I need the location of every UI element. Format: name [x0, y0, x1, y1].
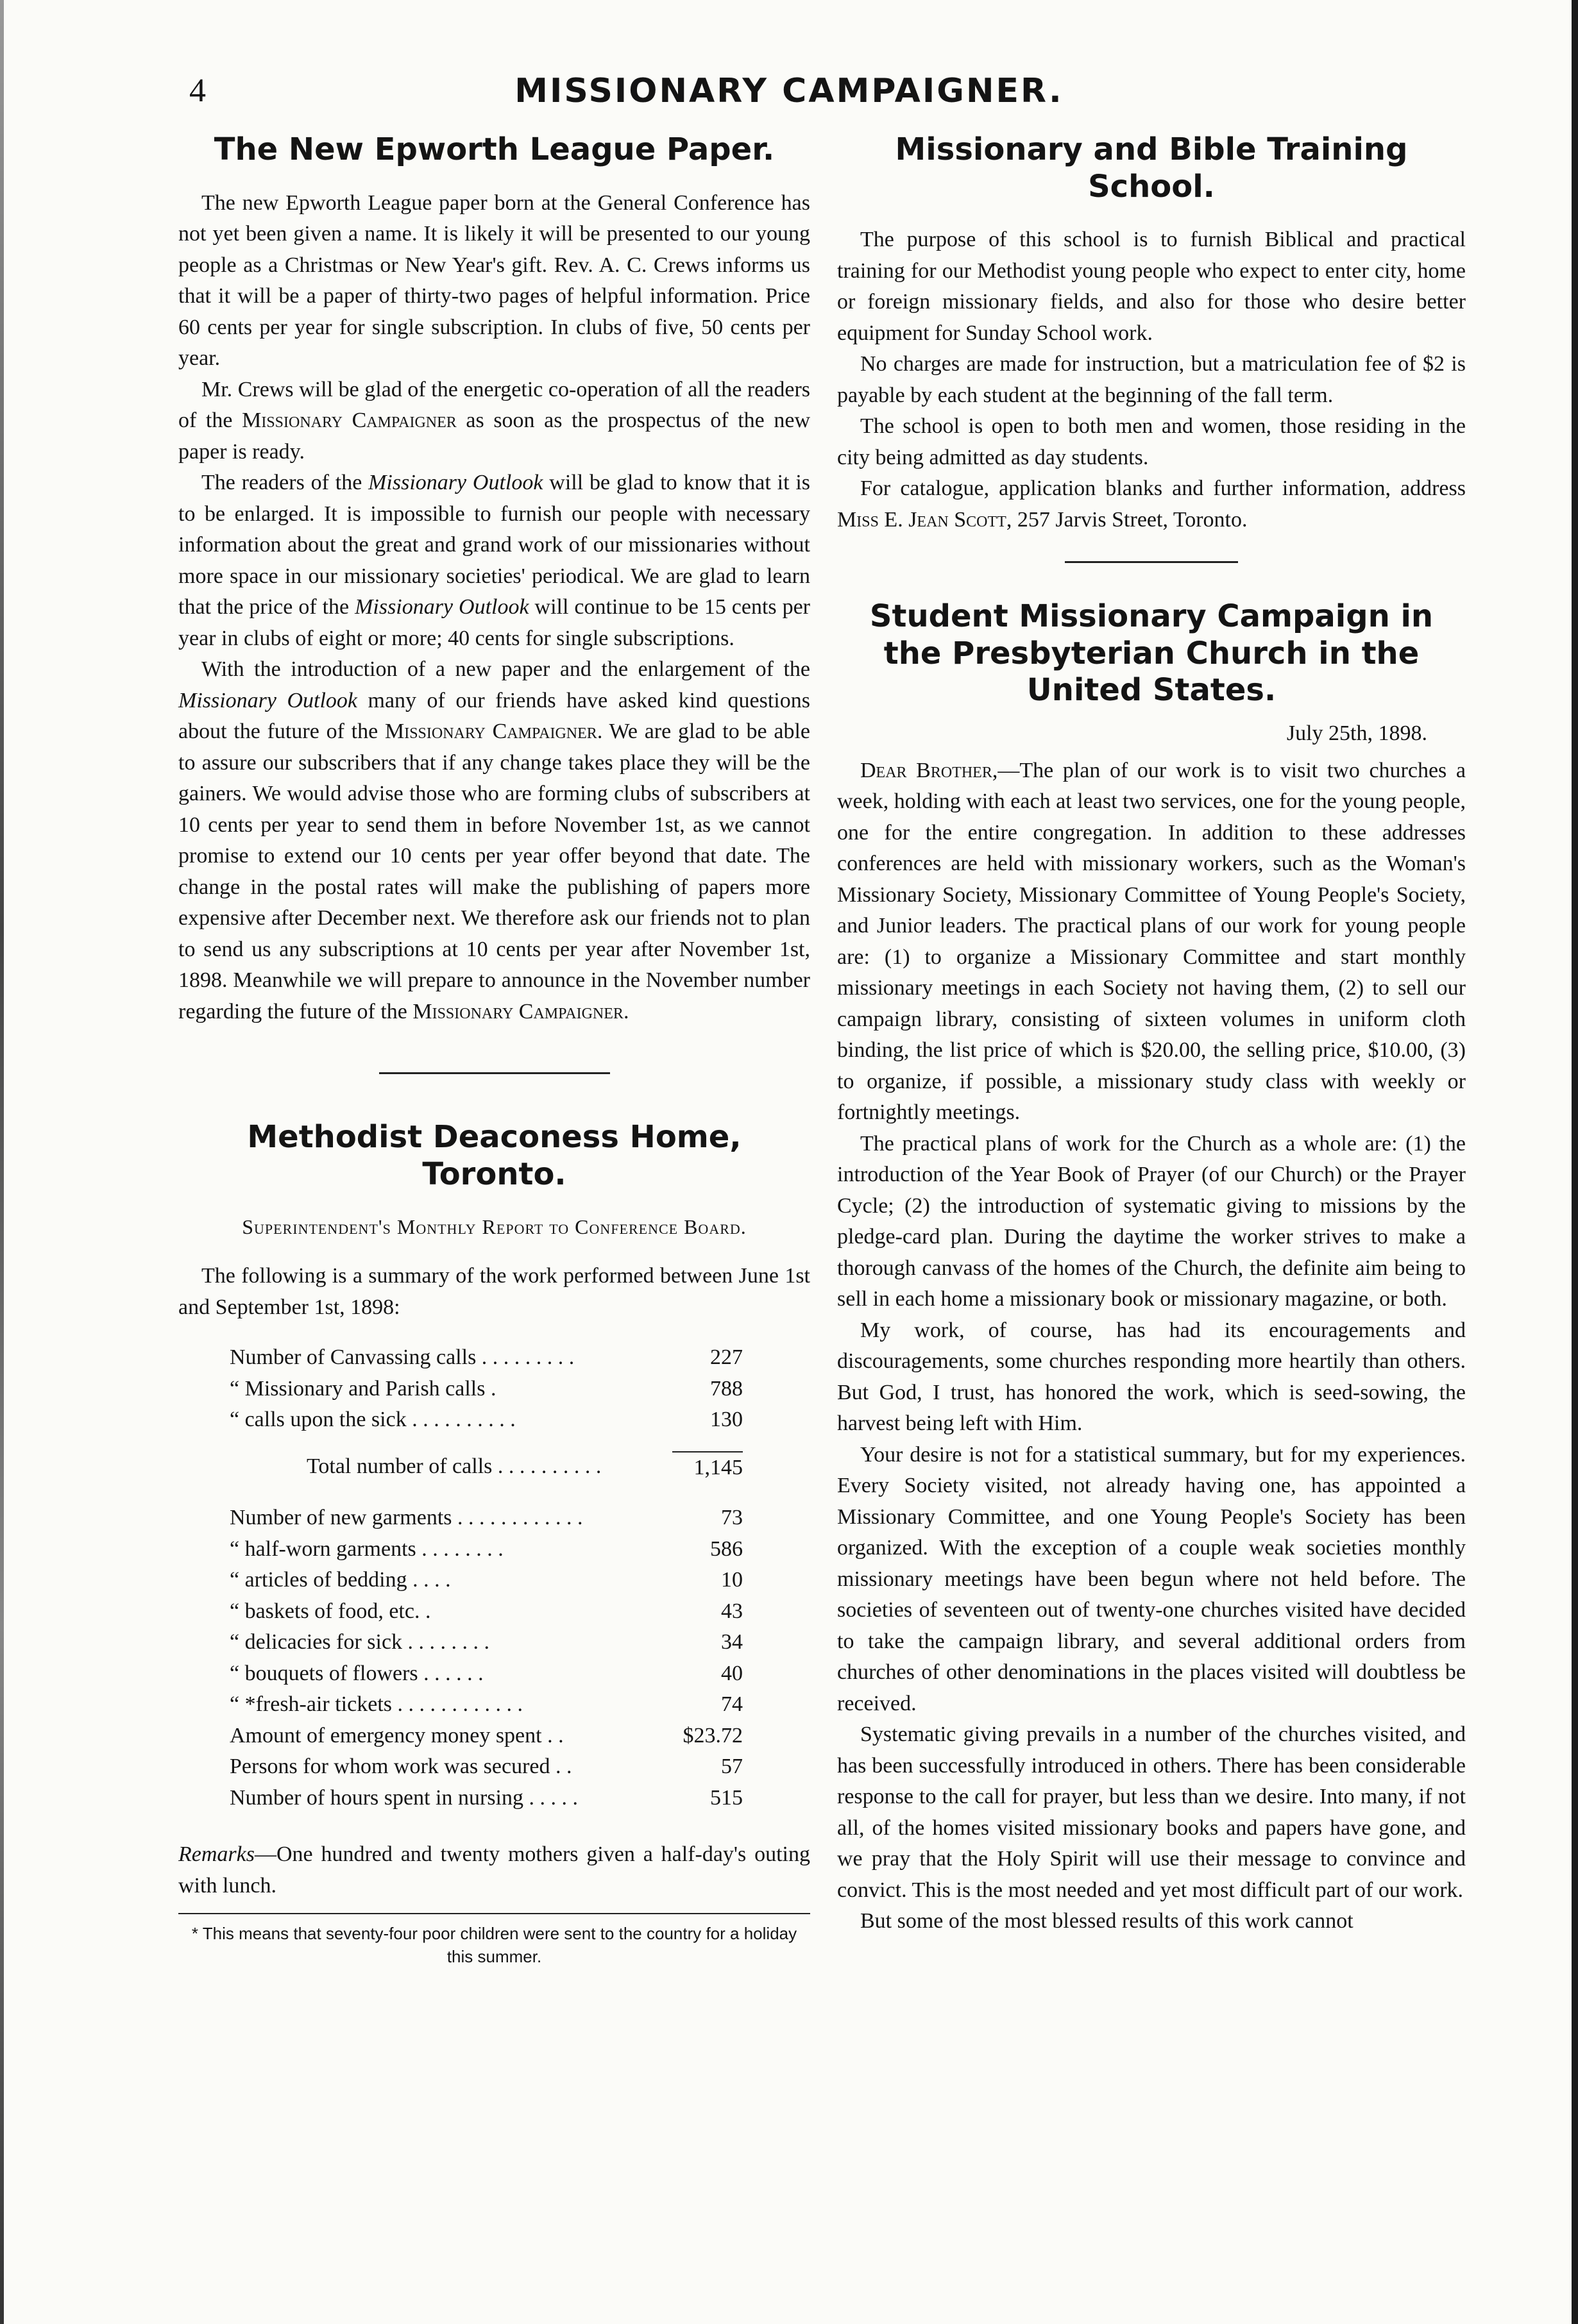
paragraph: The practical plans of work for the Church as a whole are: (1) the introduction of the Year Book of Prayer (of our Church) or the Prayer Cycle; (2) the introduction of systematic giving to missions by the pledge-card plan. During the daytime the worker strives to make a thorough canvass of the homes of the Church, the definite aim being to sell in each home a missionary book or missionary magazine, or both. — [837, 1131, 1466, 1311]
row-label: “ baskets of food, etc. . — [230, 1599, 431, 1623]
paragraph: Systematic giving prevails in a number of the churches visited, and has been successfully introduced in others. There has been considerable response to the call for prayer, but less than we desire. Into many, if not all, of the homes visited missionary books and papers have gone, and we pray that the Holy Spirit will use their message to convince and convict. This is the most needed and yet most difficult part of our work. — [837, 1722, 1466, 1902]
paragraph — [178, 654, 810, 1027]
right-column — [837, 131, 1466, 1937]
paragraph: The new Epworth League paper born at the General Conference has not yet been given a name. It is likely it will be presented to our young people as a Christmas or New Year's gift. Rev. A. C. Crews informs us that it will be a paper of thirty-two pages of helpful information. Price 60 cents per year for single subscription. In clubs of five, 50 cents per year. — [178, 190, 810, 371]
article-deaconess — [178, 1119, 810, 1968]
table-row — [230, 1721, 743, 1752]
paragraph — [837, 473, 1466, 535]
table-row — [230, 1534, 743, 1565]
article-title: Methodist Deaconess Home, Toronto. — [247, 1119, 742, 1192]
table-row — [230, 1342, 743, 1374]
row-value: $23.72 — [683, 1723, 743, 1747]
row-value: 1,145 — [672, 1451, 743, 1484]
section-divider — [379, 1072, 610, 1074]
paragraph — [837, 755, 1466, 1129]
article-subhead: Superintendent's Monthly Report to Conference Board. — [242, 1215, 747, 1239]
paragraph: The following is a summary of the work performed between June 1st and September 1st, 1898: — [178, 1264, 810, 1319]
table-row — [230, 1565, 743, 1596]
text: The readers of the — [201, 471, 369, 495]
row-label: “ delicacies for sick . . . . . . . . — [230, 1630, 490, 1655]
page-header — [0, 72, 1578, 123]
table-row — [230, 1751, 743, 1783]
row-label: Total number of calls . . . . . . . . . . — [307, 1454, 602, 1478]
remarks-text: —One hundred and twenty mothers given a half-day's outing with lunch. — [178, 1842, 810, 1898]
row-value: 74 — [721, 1692, 743, 1717]
footnote: * This means that seventy-four poor children were sent to the country for a holiday this summer. — [191, 1924, 797, 1967]
footnote-divider — [178, 1913, 810, 1914]
page-edge-left — [0, 0, 4, 2324]
row-value: 586 — [710, 1537, 743, 1561]
row-label: Number of new garments . . . . . . . . . . . . — [230, 1506, 583, 1530]
paragraph: My work, of course, has had its encouragements and discouragements, some churches responding more heartily than others. But God, I trust, has honored the work, which is seed-sowing, the harvest being left with Him. — [837, 1318, 1466, 1436]
publication-name: Missionary Outlook — [178, 688, 358, 712]
text: . — [623, 999, 629, 1023]
page-edge-right — [1572, 0, 1578, 2324]
paragraph — [178, 467, 810, 654]
row-label: “ *fresh-air tickets . . . . . . . . . . . . — [230, 1692, 523, 1717]
paragraph — [178, 375, 810, 468]
paragraph: No charges are made for instruction, but a matriculation fee of $2 is payable by each student at the beginning of the fall term. — [837, 352, 1466, 407]
text: For catalogue, application blanks and further information, address — [860, 476, 1466, 501]
article-student-campaign — [837, 598, 1466, 1937]
article-title: Student Missionary Campaign in the Presbyterian Church in the United States. — [869, 598, 1434, 709]
row-value: 227 — [710, 1345, 743, 1370]
report-table — [230, 1342, 743, 1814]
publication-name: Missionary Campaigner — [384, 720, 597, 744]
row-value: 43 — [721, 1599, 743, 1623]
article-epworth — [178, 131, 810, 1027]
row-label: “ calls upon the sick . . . . . . . . . . — [230, 1408, 516, 1432]
table-row — [230, 1596, 743, 1628]
text: will continue to be 15 cents per year in clubs of eight or more; 40 cents for single subscriptions. — [178, 595, 810, 650]
total-row — [230, 1451, 743, 1484]
publication-name: Missionary Outlook — [368, 471, 543, 495]
row-label: “ Missionary and Parish calls . — [230, 1376, 496, 1401]
page-number: 4 — [189, 72, 206, 109]
row-value: 788 — [710, 1376, 743, 1401]
row-label: “ articles of bedding . . . . — [230, 1568, 451, 1592]
remarks-label: Remarks — [178, 1842, 255, 1867]
text: . We are glad to be able to assure our subscribers that if any change takes place they will be the gainers. We would advise those who are forming clubs of subscribers at 10 cents per year to send them in before November 1st, as we cannot promise to extend our 10 cents per year offer beyond that date. The change in the postal rates will make the publishing of papers more expensive after December next. We therefore ask our friends not to plan to send us any subscriptions at 10 cents per year after November 1st, 1898. Meanwhile we will prepare to announce in the November number regarding the future of the — [178, 720, 810, 1023]
article-title: The New Epworth League Paper. — [214, 131, 775, 167]
row-value: 10 — [721, 1568, 743, 1592]
paragraph: But some of the most blessed results of this work cannot — [860, 1909, 1353, 1933]
text: many of our friends have asked kind questions about the future of the — [178, 688, 810, 744]
publication-name: Missionary Outlook — [355, 595, 529, 619]
row-label: Amount of emergency money spent . . — [230, 1723, 564, 1747]
row-value: 57 — [721, 1755, 743, 1779]
text: as soon as the prospectus of the new paper is ready. — [178, 408, 810, 464]
article-title: Missionary and Bible Training School. — [895, 131, 1408, 205]
article-training-school — [837, 131, 1466, 535]
left-column — [178, 131, 810, 1968]
row-value: 40 — [721, 1661, 743, 1685]
publication-name: Missionary Campaigner — [412, 999, 624, 1023]
table-row — [230, 1658, 743, 1690]
row-label: “ bouquets of flowers . . . . . . — [230, 1661, 484, 1685]
paragraph: Your desire is not for a statistical summary, but for my experiences. Every Society visited, not already having one, has appointed a Missionary Committee, and one Young People's Society has been organized. With the exception of a couple weak societies monthly missionary meetings have been begun where not held before. The societies of seventeen out of twenty-one churches visited have decided to take the campaign library, and several additional orders from churches of other denominations in the places visited will doubtless be received. — [837, 1442, 1466, 1715]
row-value: 73 — [721, 1506, 743, 1530]
row-value: 515 — [710, 1785, 743, 1810]
row-label: Number of Canvassing calls . . . . . . . . . — [230, 1345, 575, 1370]
contact-name: Miss E. Jean Scott — [837, 507, 1006, 532]
publication-name: Missionary Campaigner — [242, 408, 457, 433]
table-row — [230, 1503, 743, 1534]
table-row — [230, 1627, 743, 1658]
row-label: Persons for whom work was secured . . — [230, 1755, 572, 1779]
table-row — [230, 1404, 743, 1436]
text: With the introduction of a new paper and the enlargement of the — [201, 657, 810, 682]
text: ,—The plan of our work is to visit two churches a week, holding with each at least two services, one for the young people, one for the entire congregation. In addition to these addresses conferences are held with missionary workers, such as the Woman's Missionary Society, Missionary Committee of Young People's Society, and Junior leaders. The practical plans of our work for young people are: (1) to organize a Missionary Committee and start monthly missionary meetings in each Society not having them, (2) to sell our campaign library, consisting of sixteen volumes in uniform cloth binding, the list price of which is $20.00, the selling price, $10.00, (3) to organize, if possible, a missionary study class with weekly or fortnightly meetings. — [837, 758, 1466, 1125]
letter-date: July 25th, 1898. — [1286, 721, 1427, 745]
paragraph: The school is open to both men and women, those residing in the city being admitted as day students. — [837, 414, 1466, 469]
text: , 257 Jarvis Street, Toronto. — [1006, 507, 1248, 532]
text: Mr. Crews will be glad of the energetic co-operation of all the readers of the — [178, 377, 810, 433]
row-value: 34 — [721, 1630, 743, 1655]
row-label: “ half-worn garments . . . . . . . . — [230, 1537, 504, 1561]
text: will be glad to know that it is to be enlarged. It is impossible to furnish our people with necessary information about the great and grand work of our missionaries without more space in our missionary societies' periodical. We are glad to learn that the price of the — [178, 471, 811, 619]
paragraph: The purpose of this school is to furnish Biblical and practical training for our Methodist young people who expect to enter city, home or foreign missionary fields, and also for those who desire better equipment for Sunday School work. — [837, 228, 1466, 345]
table-row — [230, 1783, 743, 1814]
table-row — [230, 1689, 743, 1721]
row-value: 130 — [710, 1408, 743, 1432]
remarks — [178, 1839, 810, 1901]
row-label: Number of hours spent in nursing . . . . . — [230, 1785, 579, 1810]
section-divider — [1065, 561, 1238, 563]
running-title: MISSIONARY CAMPAIGNER. — [514, 72, 1064, 110]
salutation: Dear Brother — [860, 758, 992, 782]
table-row — [230, 1374, 743, 1405]
